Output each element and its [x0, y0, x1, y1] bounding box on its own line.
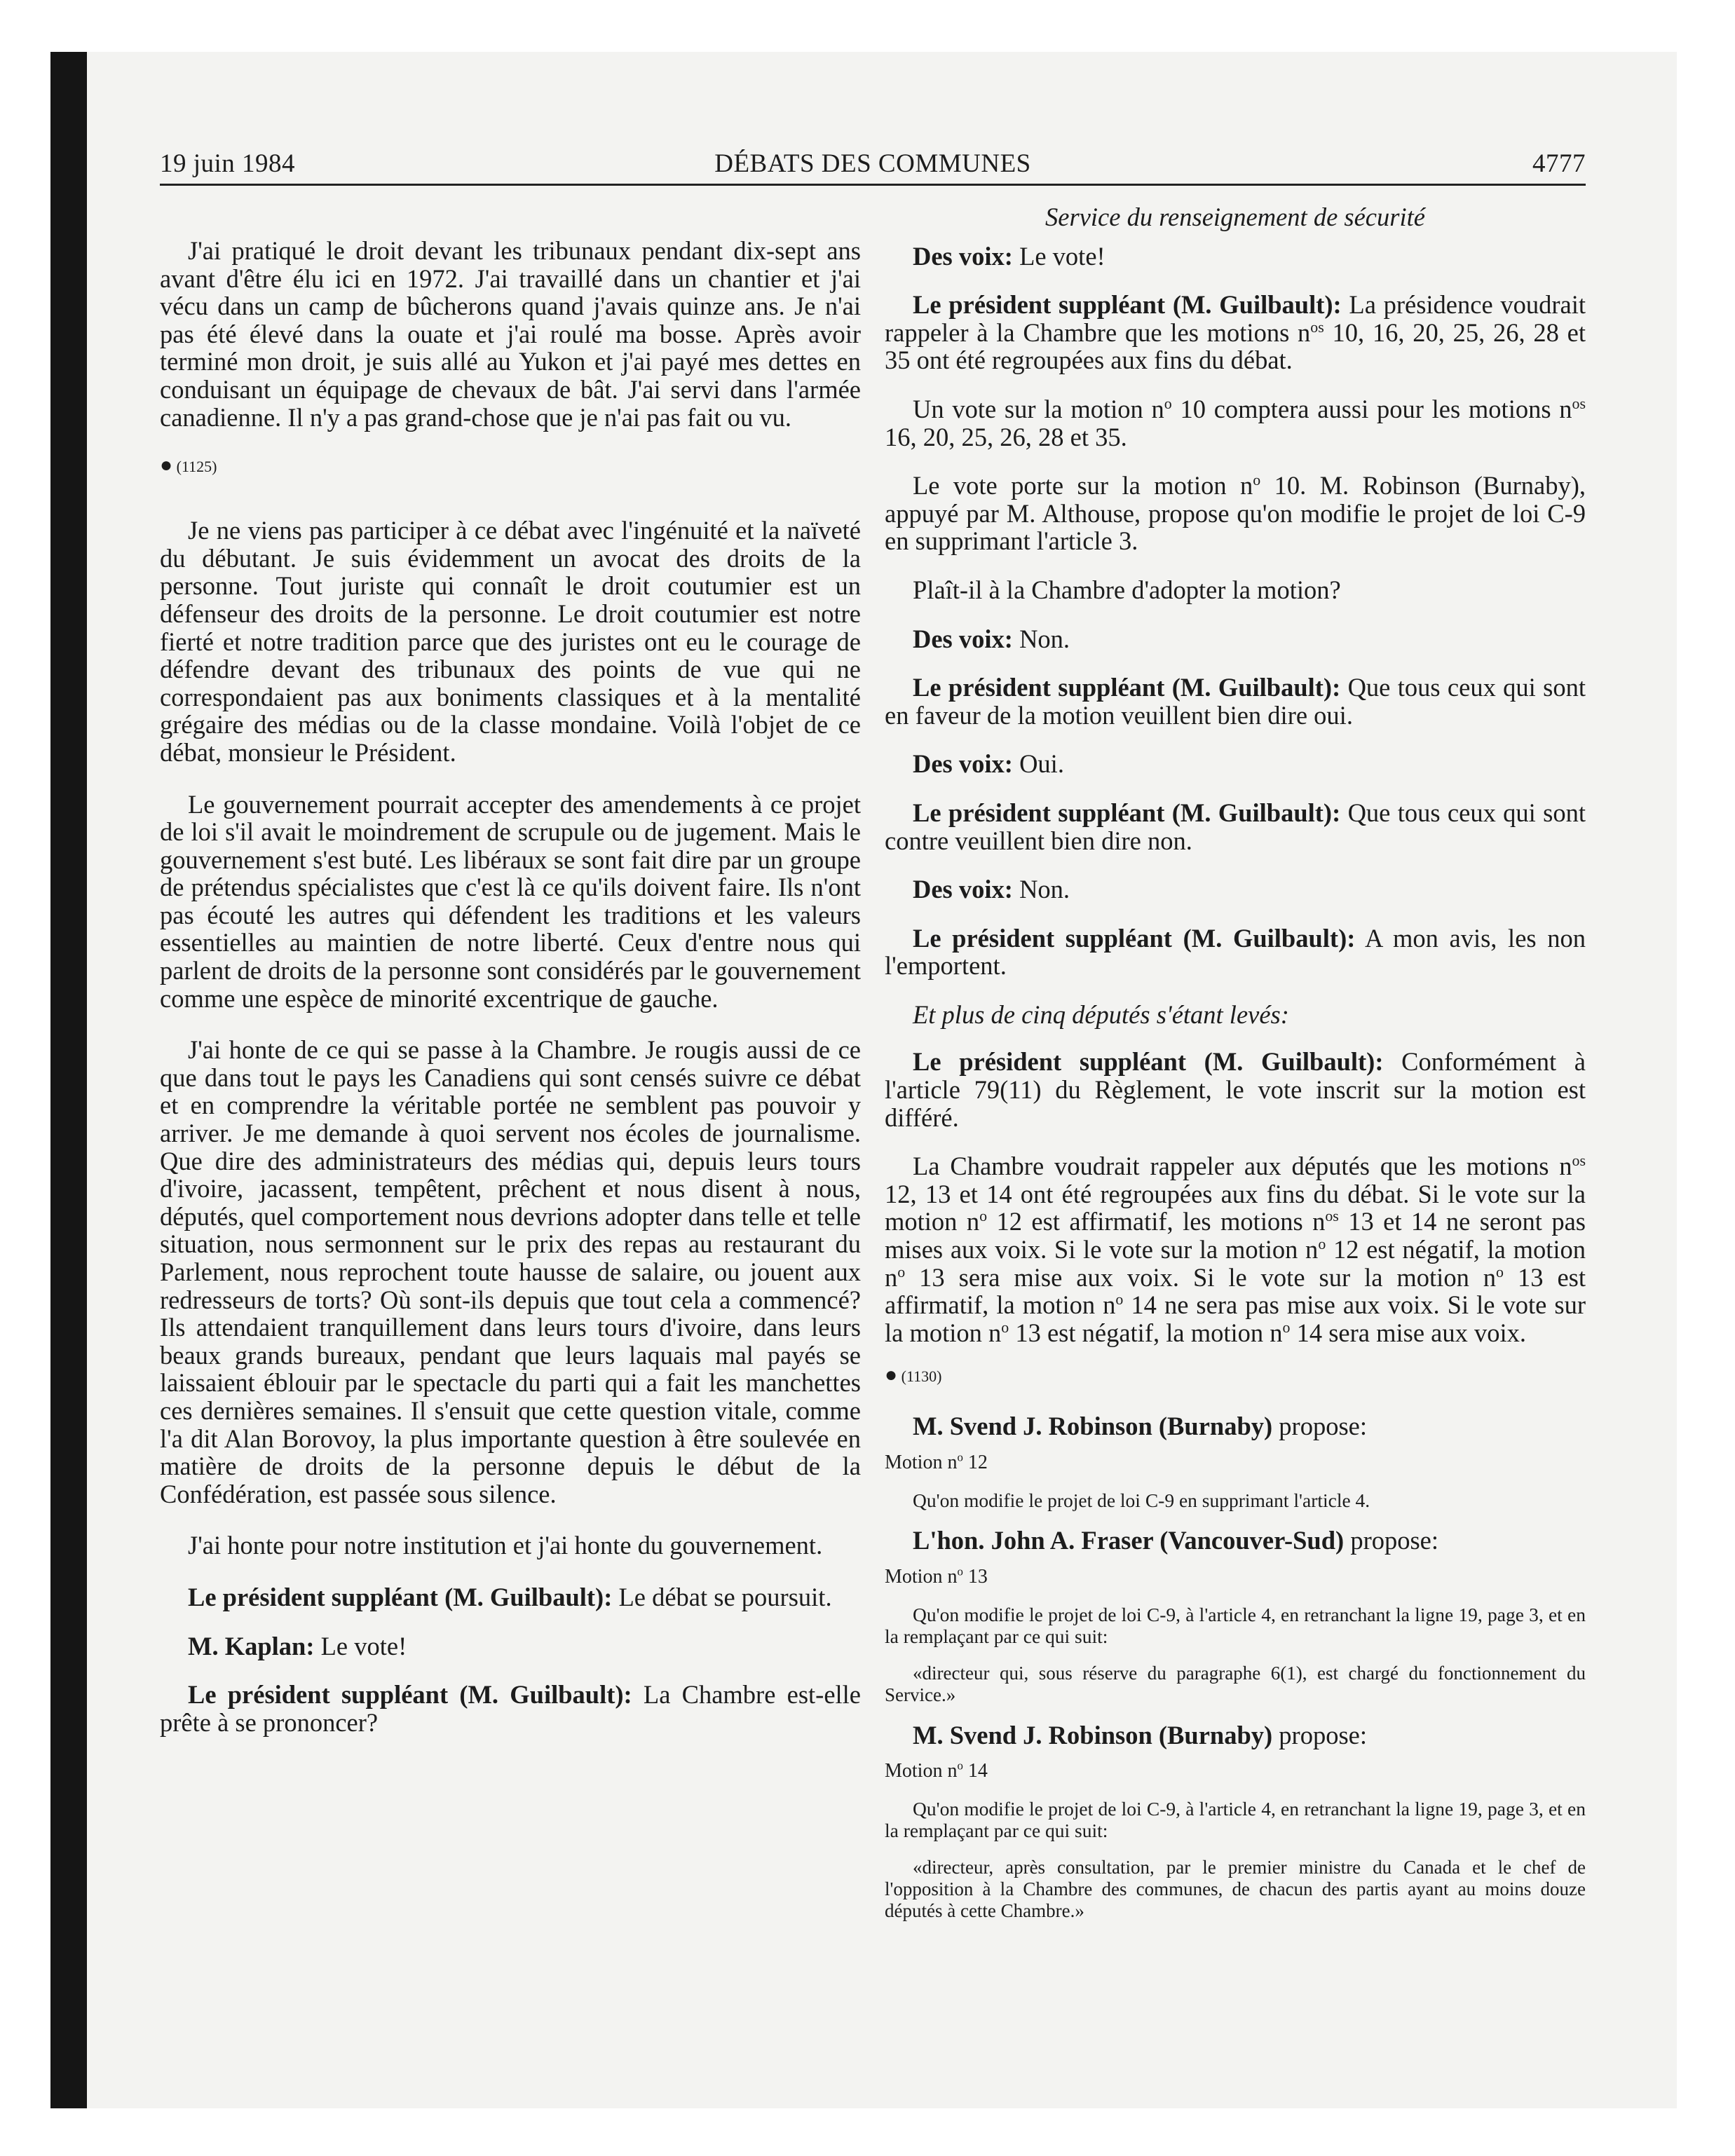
speaker-name: M. Kaplan:: [188, 1631, 315, 1660]
paragraph: Je ne viens pas participer à ce débat avec l'ingénuité et la naïveté du débutant. Je suis évidemment un avocat des droits de la personne. Tout juriste qui connaît le droit coutumier est un défenseur des droits de la personne. Le droit coutumier est notre fierté et notre tradition parce que des juristes ont eu le courage de défendre devant des tribunaux des points de vue qui ne correspondaient pas aux boniments classiques et à la mentalité grégaire des médias ou de la classe mondaine. Voilà l'objet de ce débat, monsieur le Président.: [160, 516, 861, 767]
speaker-name: Le président suppléant (M. Guilbault):: [188, 1680, 632, 1710]
motion-quote: «directeur qui, sous réserve du paragraphe 6(1), est chargé du fonctionnement du Service.»: [885, 1662, 1586, 1705]
paragraph: La Chambre voudrait rappeler aux députés que les motions $n^{os}$ 12, 13 et 14 ont été regroupées aux fins du débat. Si le vote sur la motion $n^o$ 12 est affirmatif, les motions $n^{os}$ 13 et 14 ne seront pas mises aux voix. Si le vote sur la motion $n^o$ 12 est négatif, la motion $n^o$ 13 sera mise aux voix. Si le vote sur la motion $n^o$ 13 est affirmatif, la motion $n^o$ 14 ne sera pas mise aux voix. Si le vote sur la motion $n^o$ 13 est négatif, la motion $n^o$ 14 sera mise aux voix.: [885, 1152, 1586, 1347]
speech-text: Que tous ceux qui sont en faveur de la motion veuillent bien dire oui.: [885, 673, 1586, 730]
speech: [885, 243, 1586, 271]
paragraph: J'ai honte de ce qui se passe à la Chambre. Je rougis aussi de ce que dans tout le pays les Canadiens qui sont censés suivre ce débat et en comprendre la véritable portée ne semblent pas pouvoir y arriver. Je me demande à quoi servent nos écoles de journalisme. Que dire des administrateurs des médias qui, depuis leurs tours d'ivoire, jacassent, tempêtent, prêchent et nous disent à nous, députés, quel comportement nous devrions adopter dans telle et telle situation, nous sermonnent sur le prix des repas au restaurant du Parlement, nous reprochent toute hausse de salaire, ou jouent aux redresseurs de torts? Où sont-ils depuis que tout cela a commencé? Ils attendaient tranquillement dans leurs tours d'ivoire, dans leurs beaux grands bureaux, pendant que leurs laquais mal payés se laissaient éblouir par le spectacle du parti qui a fait les manchettes ces dernières semaines. Il s'ensuit que cette question vitale, comme l'a dit Alan Borovoy, la plus importante question à être soulevée en matière de droits de la personne depuis le début de la Confédération, est passée sous silence.: [160, 1035, 861, 1508]
speaker-name: Le président suppléant (M. Guilbault):: [913, 290, 1342, 320]
bullet-icon: ●: [885, 1363, 898, 1387]
paragraph: Plaît-il à la Chambre d'adopter la motion?: [913, 575, 1341, 604]
speech-text: Non.: [1012, 875, 1070, 904]
header-rule: [160, 184, 1586, 186]
speaker-name: Le président suppléant (M. Guilbault):: [913, 923, 1356, 953]
time-marker-text: (1130): [901, 1367, 942, 1386]
page-number: 4777: [1532, 149, 1586, 178]
proposal-line: [885, 1527, 1586, 1555]
proposal-line: [885, 1412, 1586, 1440]
page-header: [160, 149, 1586, 184]
speech-text: Le débat se poursuit.: [612, 1582, 832, 1611]
speech-text: La présidence voudrait rappeler à la Chambre que les motions $n^{os}$ 10, 16, 20, 25, 26, 28 et 35 ont été regroupées aux fins du débat.: [885, 290, 1586, 375]
speech: [885, 799, 1586, 854]
paragraph: J'ai pratiqué le droit devant les tribunaux pendant dix-sept ans avant d'être élu ici en 1972. J'ai travaillé dans un chantier et j'ai vécu dans un camp de bûcherons quand j'avais quinze ans. Je n'ai pas été élevé dans la ouate et j'ai roulé ma bosse. Après avoir terminé mon droit, je suis allé au Yukon et j'ai payé mes dettes en conduisant un équipage de chevaux de bât. J'ai servi dans l'armée canadienne. Il n'y a pas grand-chose que je n'ai pas fait ou vu.: [160, 236, 861, 432]
motion-text: Qu'on modifie le projet de loi C-9 en supprimant l'article 4.: [913, 1489, 1370, 1511]
speaker-name: Le président suppléant (M. Guilbault):: [913, 673, 1341, 702]
speech-text: La Chambre est-elle prête à se prononcer?: [160, 1680, 862, 1737]
left-column: [160, 203, 861, 1757]
speech: [160, 1583, 861, 1611]
speech-text: Le vote!: [314, 1631, 407, 1660]
speech: [885, 1048, 1586, 1131]
motion-label: Motion $n^o$ 12: [885, 1450, 988, 1473]
motion-text: Qu'on modifie le projet de loi C-9, à l'article 4, en retranchant la ligne 19, page 3, et en la remplaçant par ce qui suit:: [885, 1798, 1586, 1842]
speaker-name: Le président suppléant (M. Guilbault):: [913, 1047, 1384, 1077]
speech: [160, 1632, 861, 1660]
speaker-name: Le président suppléant (M. Guilbault):: [913, 798, 1341, 827]
speaker-name: M. Svend J. Robinson (Burnaby): [913, 1412, 1273, 1441]
time-marker: [160, 455, 861, 477]
time-marker: [885, 1365, 1586, 1387]
motion-label: Motion $n^o$ 14: [885, 1759, 988, 1782]
stage-direction: Et plus de cinq députés s'étant levés:: [913, 999, 1289, 1029]
speech: [885, 674, 1586, 729]
motion-label: Motion $n^o$ 13: [885, 1564, 988, 1588]
speech: [885, 875, 1586, 903]
speech-text: Le vote!: [1012, 241, 1105, 271]
proposal-line: [885, 1721, 1586, 1749]
bullet-icon: ●: [160, 453, 173, 477]
header-date: 19 juin 1984: [160, 149, 296, 178]
paragraph: Le vote porte sur la motion $n^o$ 10. M. Robinson (Burnaby), appuyé par M. Althouse, propose qu'on modifie le projet de loi C-9 en supprimant l'article 3.: [885, 471, 1586, 556]
speaker-name: Des voix:: [913, 624, 1013, 653]
paragraph: J'ai honte pour notre institution et j'ai honte du gouvernement.: [188, 1531, 823, 1560]
binding-edge: [50, 52, 87, 2108]
speaker-name: Des voix:: [913, 875, 1013, 904]
speaker-name: L'hon. John A. Fraser (Vancouver-Sud): [913, 1526, 1345, 1555]
speech: [885, 625, 1586, 653]
section-title: Service du renseignement de sécurité: [1045, 203, 1425, 231]
speech-text: Non.: [1012, 624, 1070, 653]
proposal-text: propose:: [1344, 1526, 1439, 1555]
speech-text: Que tous ceux qui sont contre veuillent bien dire non.: [885, 798, 1586, 855]
paragraph: Le gouvernement pourrait accepter des amendements à ce projet de loi s'il avait le moindrement de scrupule ou de jugement. Mais le gouvernement s'est buté. Les libéraux se sont fait dire par un groupe de prétendus spécialistes que c'est là ce qu'ils doivent faire. Ils n'ont pas écouté les autres qui défendent les traditions et les valeurs essentielles au maintien de notre liberté. Ceux d'entre nous qui parlent de droits de la personne sont considérés par le gouvernement comme une espèce de minorité excentrique de gauche.: [160, 789, 861, 1013]
speaker-name: M. Svend J. Robinson (Burnaby): [913, 1720, 1273, 1749]
time-marker-text: (1125): [176, 458, 217, 476]
speech-text: Oui.: [1012, 749, 1064, 779]
proposal-text: propose:: [1272, 1412, 1367, 1441]
column-spacer: [160, 203, 861, 237]
speaker-name: Des voix:: [913, 241, 1013, 271]
proposal-text: propose:: [1272, 1720, 1367, 1749]
speech-text: A mon avis, les non l'emportent.: [885, 923, 1586, 981]
header-title: DÉBATS DES COMMUNES: [714, 149, 1031, 178]
speech: [160, 1681, 861, 1736]
right-column: [885, 203, 1586, 1937]
speech: [885, 291, 1586, 374]
speaker-name: Le président suppléant (M. Guilbault):: [188, 1582, 613, 1611]
motion-quote: «directeur, après consultation, par le premier ministre du Canada et le chef de l'opposition à la Chambre des communes, de chacun des partis ayant au moins douze députés à cette Chambre.»: [885, 1857, 1586, 1922]
speech-text: Conformément à l'article 79(11) du Règlement, le vote inscrit sur la motion est différé.: [885, 1047, 1586, 1132]
speaker-name: Des voix:: [913, 749, 1013, 779]
speech: [885, 750, 1586, 778]
motion-text: Qu'on modifie le projet de loi C-9, à l'article 4, en retranchant la ligne 19, page 3, et en la remplaçant par ce qui suit:: [885, 1603, 1586, 1647]
speech: [885, 925, 1586, 980]
paragraph: Un vote sur la motion $n^o$ 10 comptera aussi pour les motions $n^{os}$ 16, 20, 25, 26, 28 et 35.: [885, 394, 1586, 451]
